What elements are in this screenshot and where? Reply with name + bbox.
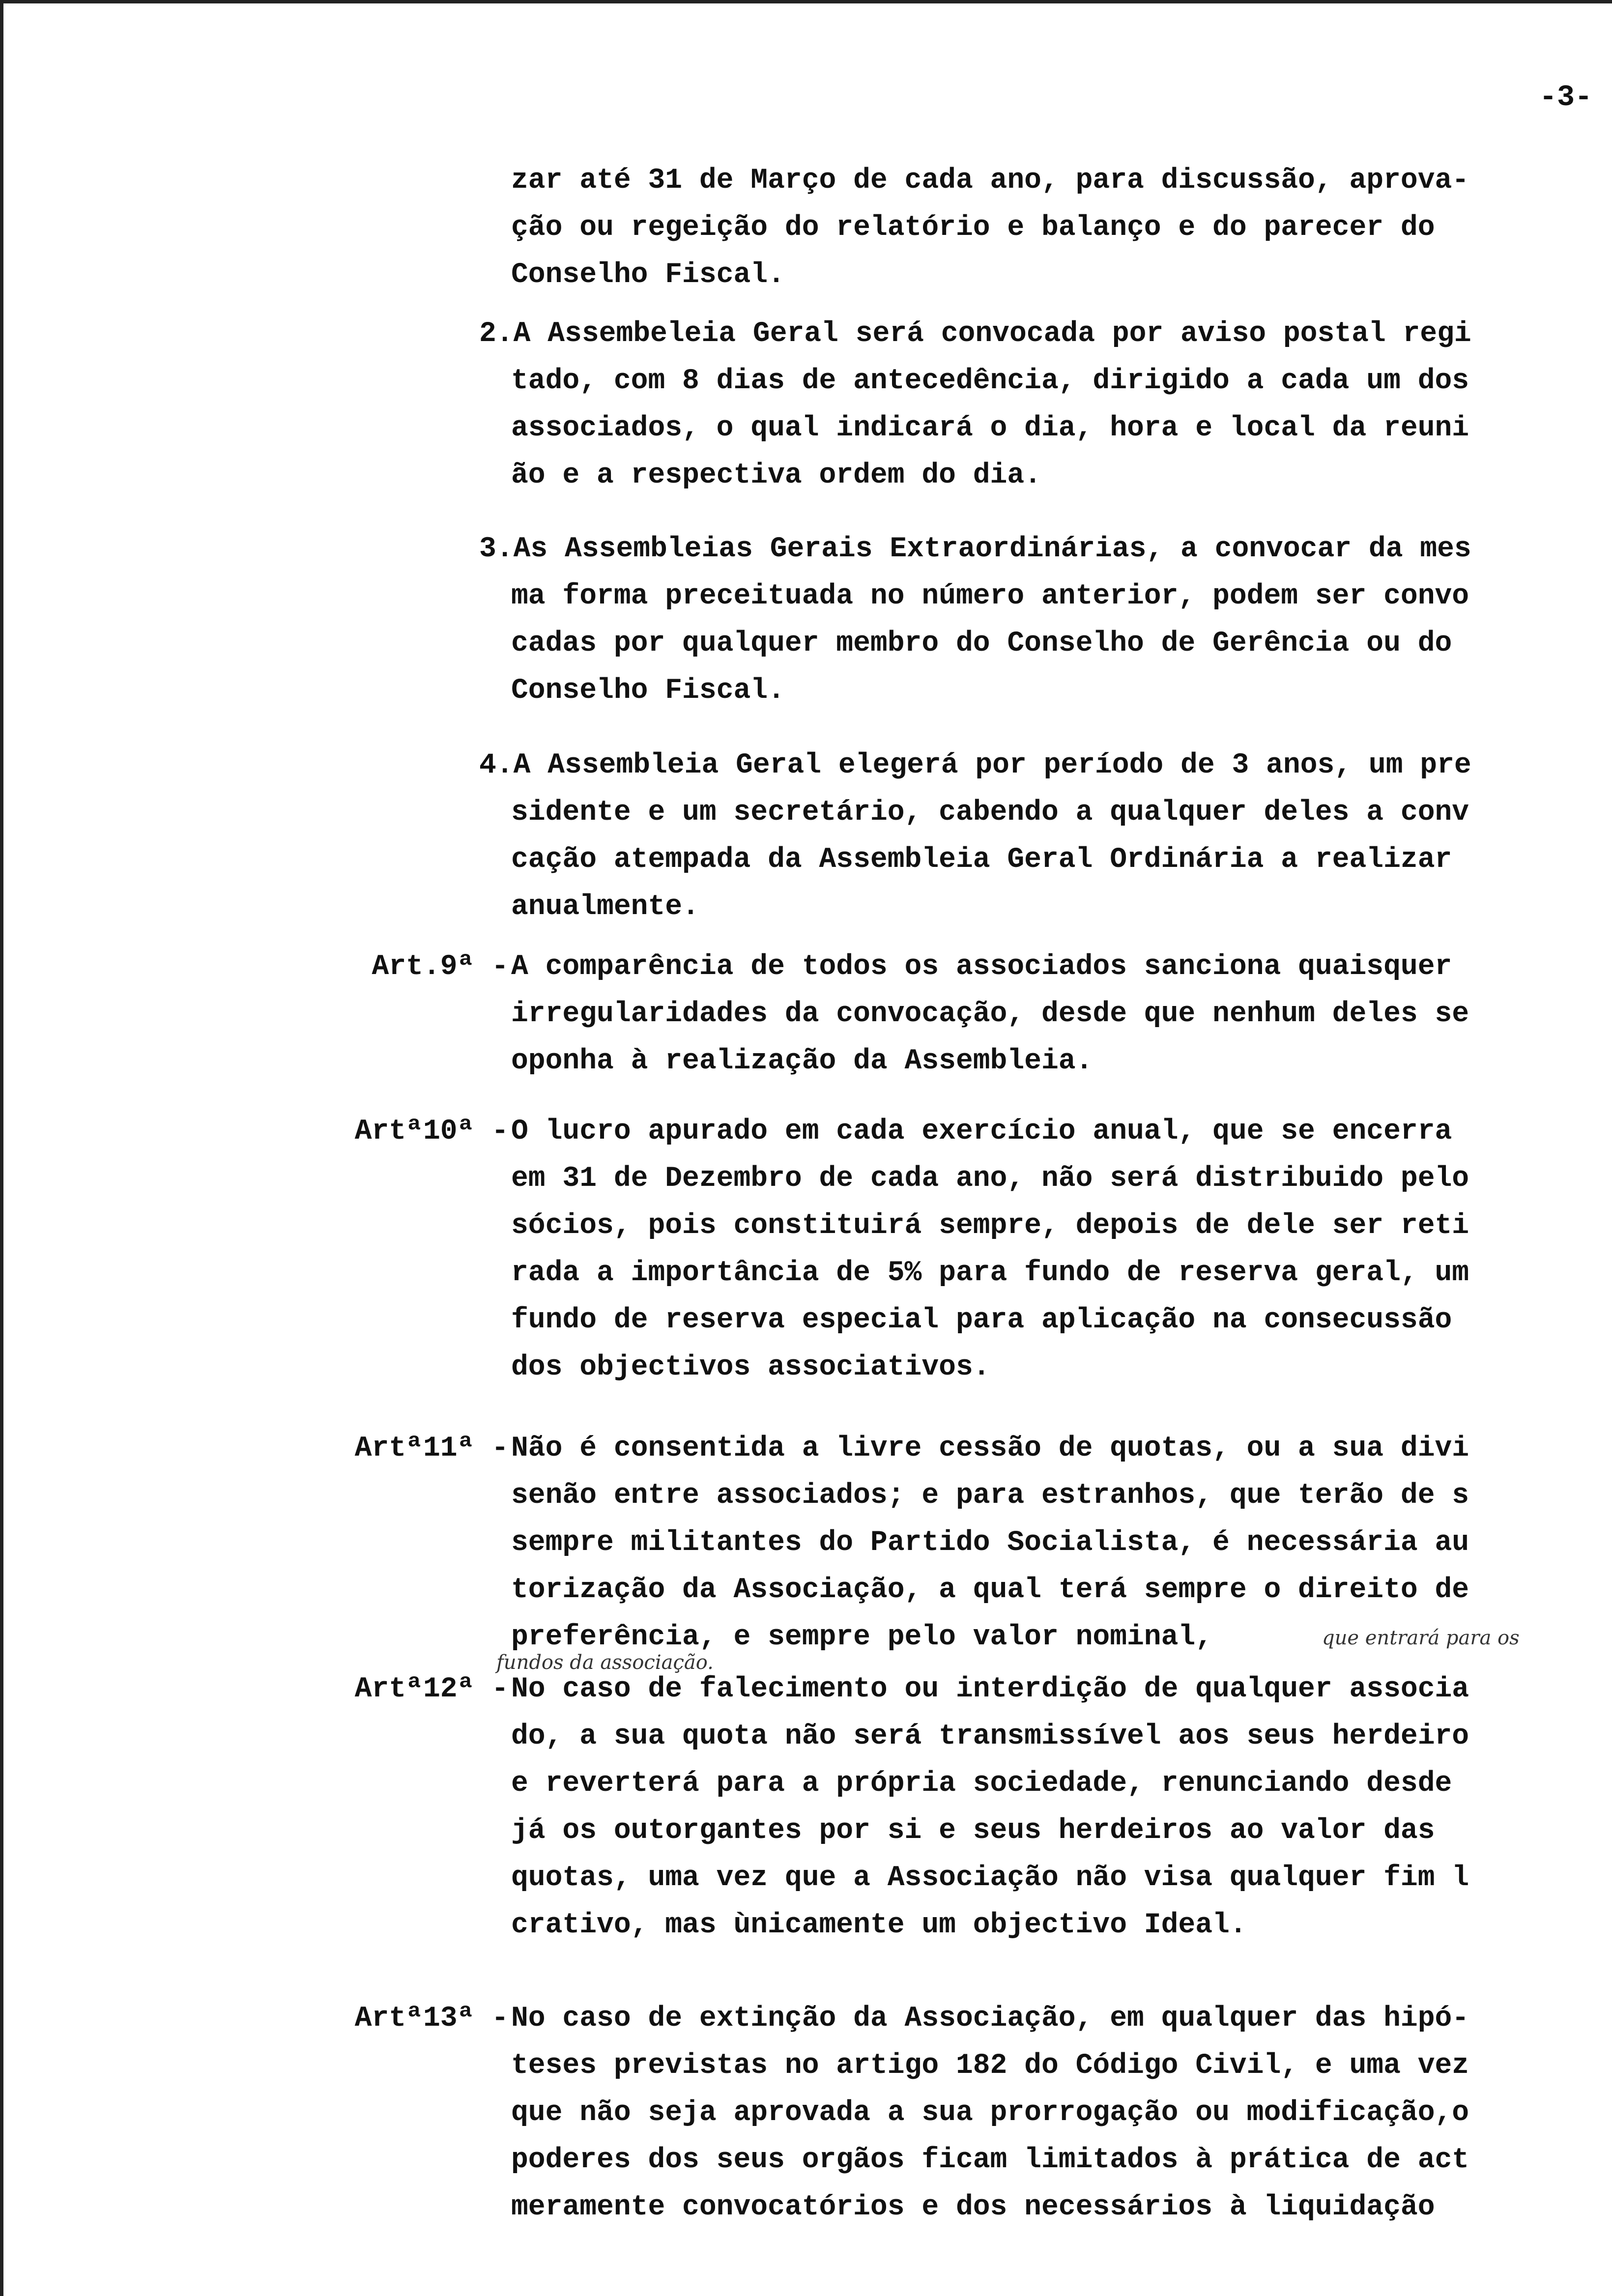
text-line: do, a sua quota não será transmissível aos seus herdeiro [511,1721,1469,1752]
text-line: 3.As Assembleias Gerais Extraordinárias, a convocar da mes [479,533,1471,565]
text-line: crativo, mas ùnicamente um objectivo Ideal. [511,1909,1247,1941]
text-line: e reverterá para a própria sociedade, renunciando desde [511,1768,1452,1800]
text-line: No caso de falecimento ou interdição de qualquer associa [511,1673,1469,1705]
text-line: sempre militantes do Partido Socialista, é necessária au [511,1527,1469,1559]
text-line: já os outorgantes por si e seus herdeiros ao valor das [511,1815,1435,1847]
handwritten-note: fundos da associação. [496,1651,714,1674]
text-line: dos objectivos associativos. [511,1351,990,1383]
paragraph [511,1425,1612,1661]
text-line: teses previstas no artigo 182 do Código Civil, e uma vez [511,2050,1469,2082]
article-label: Art.9ª - [372,951,509,983]
text-line: meramente convocatórios e dos necessários à liquidação [511,2191,1435,2223]
text-line: quotas, uma vez que a Associação não visa qualquer fim l [511,1862,1469,1894]
text-line: zar até 31 de Março de cada ano, para discussão, aprova- [511,165,1469,197]
text-line: ção ou regeição do relatório e balanço e do parecer do [511,212,1435,244]
paragraph [479,311,1612,499]
article-label: Artª11ª - [354,1433,509,1464]
text-line: A comparência de todos os associados sanciona quaisquer [511,951,1452,983]
paragraph [511,1995,1612,2231]
paragraph [479,526,1612,715]
text-line: ma forma preceituada no número anterior, podem ser convo [511,580,1469,612]
handwritten-note: que entrará para os [1322,1627,1520,1649]
text-line: oponha à realização da Assembleia. [511,1045,1093,1077]
paragraph [511,1108,1612,1391]
article-label: Artª12ª - [354,1673,509,1705]
text-line: ão e a respectiva ordem do dia. [511,459,1041,491]
text-line: O lucro apurado em cada exercício anual, que se encerra [511,1116,1452,1148]
page-border-top [0,0,1612,3]
paragraph [511,157,1612,299]
text-line: 2.A Assembeleia Geral será convocada por aviso postal regi [479,318,1471,350]
text-line: senão entre associados; e para estranhos, que terão de s [511,1480,1469,1512]
paragraph [511,944,1612,1085]
text-line: Não é consentida a livre cessão de quotas, ou a sua divi [511,1433,1469,1464]
article-label: Artª10ª - [354,1116,509,1148]
text-line: fundo de reserva especial para aplicação na consecussão [511,1304,1452,1336]
paragraph [479,742,1612,931]
text-line: tado, com 8 dias de antecedência, dirigido a cada um dos [511,365,1469,397]
page-number: -3- [1539,81,1592,115]
text-line: cação atempada da Assembleia Geral Ordinária a realizar [511,844,1452,876]
text-line: No caso de extinção da Associação, em qualquer das hipó- [511,2003,1469,2035]
text-line: cadas por qualquer membro do Conselho de Gerência ou do [511,628,1452,660]
text-line: sócios, pois constituirá sempre, depois de dele ser reti [511,1210,1469,1242]
page-border-left [0,0,3,2296]
text-line: irregularidades da convocação, desde que nenhum deles se [511,998,1469,1030]
paragraph [511,1666,1612,1949]
text-line: sidente e um secretário, cabendo a qualquer deles a conv [511,797,1469,829]
text-line: 4.A Assembleia Geral elegerá por período de 3 anos, um pre [479,749,1471,781]
text-line: em 31 de Dezembro de cada ano, não será distribuido pelo [511,1163,1469,1195]
text-line: Conselho Fiscal. [511,259,785,291]
text-line: associados, o qual indicará o dia, hora e local da reuni [511,412,1469,444]
text-line: Conselho Fiscal. [511,675,785,707]
text-line: anualmente. [511,891,699,923]
text-line: preferência, e sempre pelo valor nominal, [511,1621,1213,1653]
text-line: torização da Associação, a qual terá sempre o direito de [511,1574,1469,1606]
text-line: que não seja aprovada a sua prorrogação ou modificação,o [511,2097,1469,2129]
text-line: rada a importância de 5% para fundo de reserva geral, um [511,1257,1469,1289]
text-line: poderes dos seus orgãos ficam limitados à prática de act [511,2144,1469,2176]
article-label: Artª13ª - [354,2003,509,2035]
